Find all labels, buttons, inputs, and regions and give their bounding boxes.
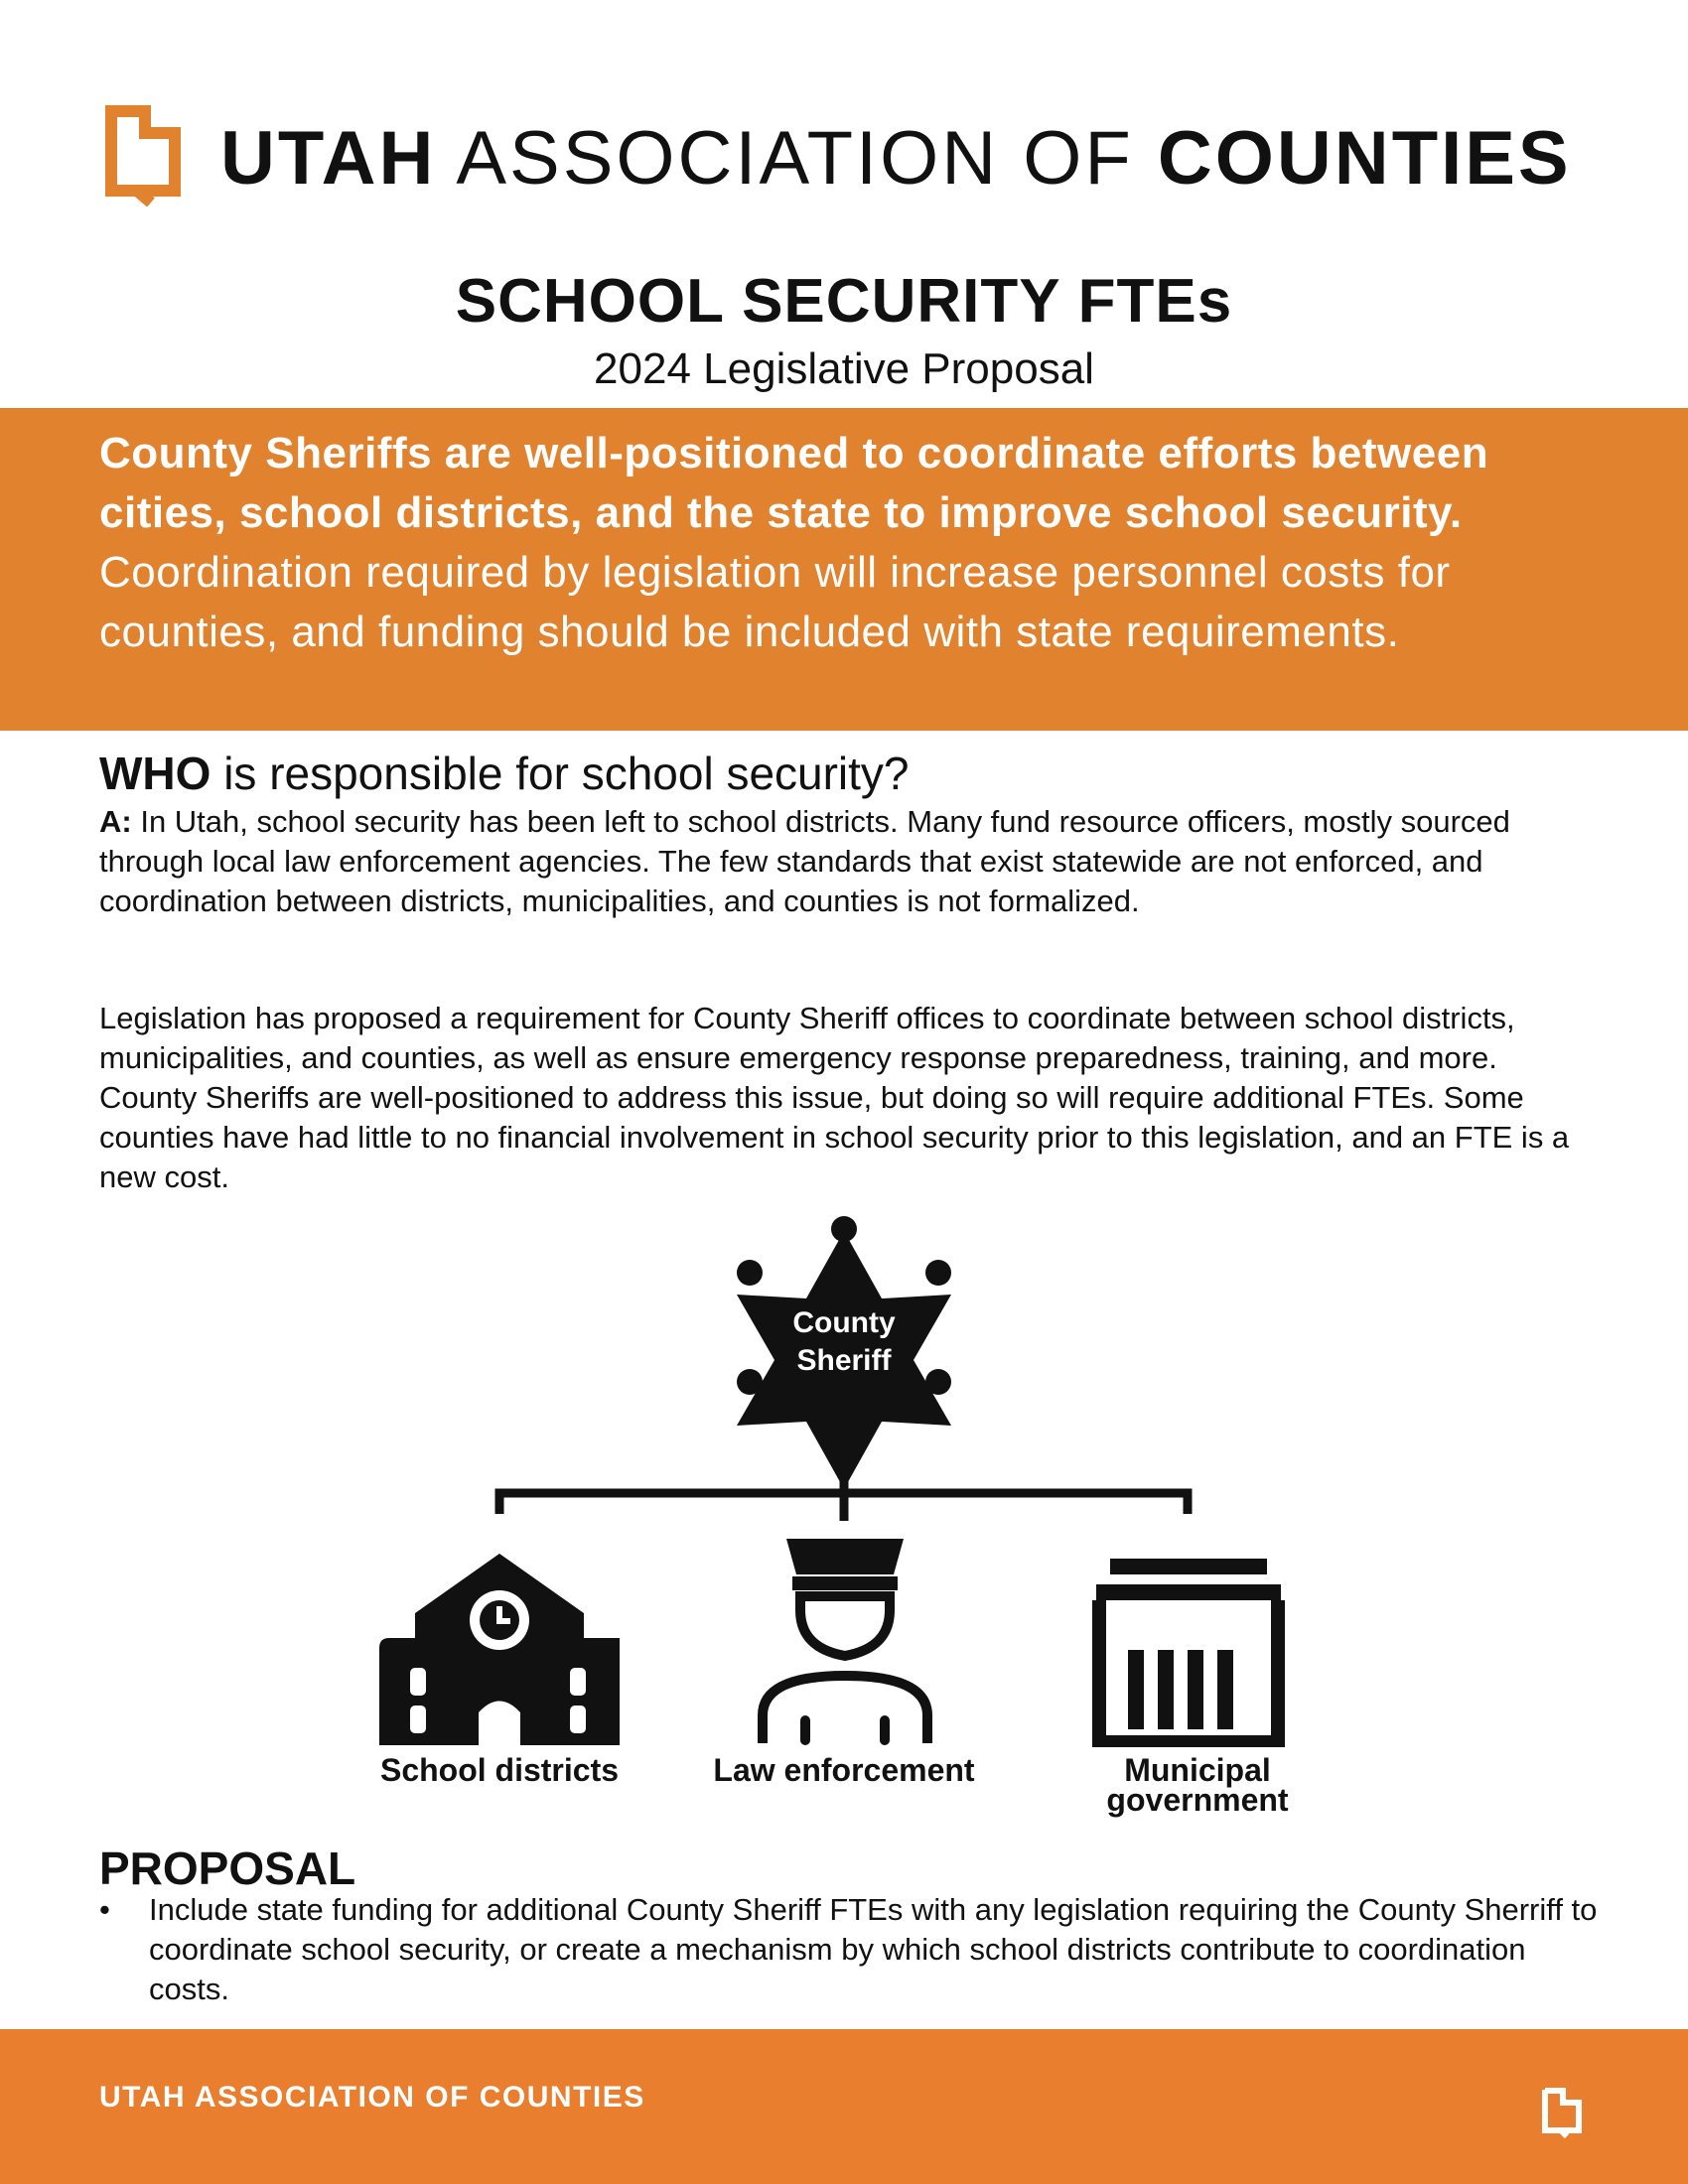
answer-paragraph: [99, 802, 1599, 921]
sheriff-label-line: County: [792, 1306, 896, 1339]
sheriff-label: [745, 1304, 943, 1380]
sheriff-label-line: Sheriff: [796, 1344, 892, 1377]
utah-state-outline-icon: [1541, 2087, 1583, 2140]
legislation-paragraph: Legislation has proposed a requirement for County Sheriff offices to coordinate between school districts, municipalities, and counties, as well as ensure emergency response preparedness, training, and more. County Sheriffs are well-positioned to address this issue, but doing so will require additional FTEs. Some counties have had little to no financial involvement in school security prior to this legislation, and an FTE is a new cost.: [99, 1001, 1570, 1194]
municipal-label-line: government: [1106, 1782, 1289, 1818]
page-subtitle: 2024 Legislative Proposal: [594, 344, 1094, 393]
page-title: SCHOOL SECURITY FTEs: [455, 267, 1233, 336]
footer-org-name: UTAH ASSOCIATION OF COUNTIES: [99, 2081, 645, 2114]
banner-text: [99, 424, 1609, 662]
summary-banner: [0, 408, 1688, 731]
org-name-part: UTAH: [220, 116, 437, 201]
government-building-icon: [1092, 1559, 1285, 1747]
school-districts-label: School districts: [379, 1752, 620, 1788]
banner-bold-text: County Sheriffs are well-positioned to coordinate efforts between cities, school districts, and the state to improve school security.: [99, 429, 1489, 537]
who-heading: [99, 747, 910, 800]
answer-text: In Utah, school security has been left to school districts. Many fund resource officers, mostly sourced through local law enforcement agencies. The few standards that exist statewide are not enforced, and coordination between districts, municipalities, and counties is not formalized.: [99, 804, 1510, 918]
org-name-header: [220, 117, 1572, 201]
org-chart-diagram: [0, 1211, 1688, 1827]
answer-label: A:: [99, 804, 132, 839]
municipal-government-label: [1039, 1752, 1356, 1818]
school-building-icon: [379, 1554, 620, 1745]
connector-lines: [499, 1447, 1188, 1521]
law-enforcement-label: Law enforcement: [713, 1752, 975, 1788]
footer-bar: [0, 2029, 1688, 2184]
who-heading-rest: is responsible for school security?: [211, 748, 910, 799]
police-officer-icon: [763, 1539, 927, 1745]
proposal-list: [99, 1890, 1609, 2009]
proposal-heading: PROPOSAL: [99, 1843, 356, 1894]
utah-state-outline-icon: [103, 103, 183, 206]
proposal-item: [99, 1890, 1609, 2009]
org-name-part: COUNTIES: [1157, 116, 1572, 201]
org-name-part: ASSOCIATION OF: [436, 116, 1158, 201]
who-heading-bold: WHO: [99, 748, 211, 799]
org-chart-graphics: [0, 1211, 1688, 1827]
bullet-marker: •: [99, 1892, 110, 1927]
municipal-label-line: Municipal: [1124, 1752, 1271, 1788]
proposal-item-text: Include state funding for additional County Sheriff FTEs with any legislation requiring the County Sherriff to coordinate school security, or create a mechanism by which school districts contribute to coordination costs.: [149, 1892, 1598, 2006]
banner-regular-text: Coordination required by legislation will increase personnel costs for counties, and funding should be included with state requirements.: [99, 548, 1451, 656]
